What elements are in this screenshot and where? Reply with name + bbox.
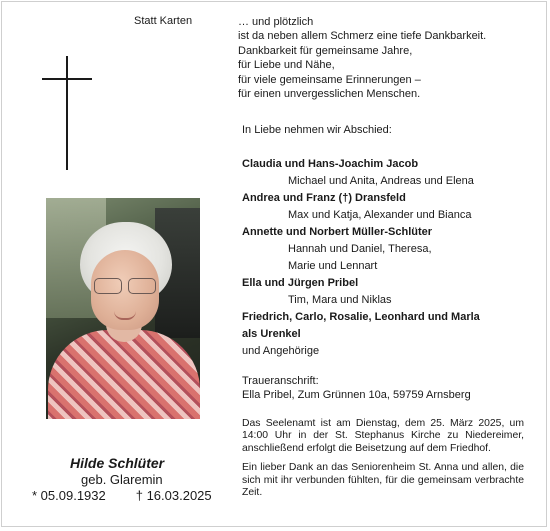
mourner-line: Marie und Lennart [288,260,378,272]
mourner-line: Claudia und Hans-Joachim Jacob [242,158,419,170]
mourner-line: Tim, Mara und Niklas [288,294,392,306]
mourners-heading: In Liebe nehmen wir Abschied: [242,124,392,136]
mourner-line: Michael und Anita, Andreas und Elena [288,175,474,187]
intro-verse [238,15,486,101]
intro-line: ist da neben allem Schmerz eine tiefe Dankbarkeit. [238,30,487,43]
statt-karten-label: Statt Karten [134,15,193,27]
intro-line: für viele gemeinsame Erinnerungen – [238,73,421,86]
address-label: Traueranschrift: [242,375,319,387]
mourner-line: Friedrich, Carlo, Rosalie, Leonhard und Marla [242,311,480,323]
requiem-notice: Das Seelenamt ist am Dienstag, dem 25. März 2025, um 14:00 Uhr in der St. Stephanus Kirche zu Niedereimer, anschließend erfolgt die Beisetzung auf dem Friedhof. [242,418,524,454]
intro-line: Dankbarkeit für gemeinsame Jahre, [238,44,413,57]
mourner-line: Hannah und Daniel, Theresa, [288,243,432,255]
mourner-line: Andrea und Franz (†) Dransfeld [242,192,406,204]
birth-date: * 05.09.1932 [32,488,106,503]
thanks-notice: Ein lieber Dank an das Seniorenheim St. Anna und allen, die sich mit ihr verbunden fühlten, für die gemeinsam verbrachte Zeit. [242,462,524,499]
service-notice [242,418,524,506]
cross-icon [42,56,92,170]
address-value: Ella Pribel, Zum Grünnen 10a, 59759 Arnsberg [242,389,471,401]
intro-line: für einen unvergesslichen Menschen. [238,88,421,101]
mourner-line: Annette und Norbert Müller-Schlüter [242,226,433,238]
mourner-line: Ella und Jürgen Pribel [242,277,359,289]
portrait-photo [46,198,200,419]
deceased-name: Hilde Schlüter [70,455,165,471]
obituary-card [1,1,547,527]
life-dates [32,488,212,503]
mourning-address [242,374,471,402]
deceased-born-name: geb. Glaremin [81,472,163,487]
mourner-line: als Urenkel [242,328,301,340]
death-date: † 16.03.2025 [135,488,212,503]
mourner-line: und Angehörige [242,345,320,357]
mourners-list [242,122,480,360]
intro-line: … und plötzlich [238,16,314,28]
intro-line: für Liebe und Nähe, [238,59,335,72]
mourner-line: Max und Katja, Alexander und Bianca [288,209,472,221]
